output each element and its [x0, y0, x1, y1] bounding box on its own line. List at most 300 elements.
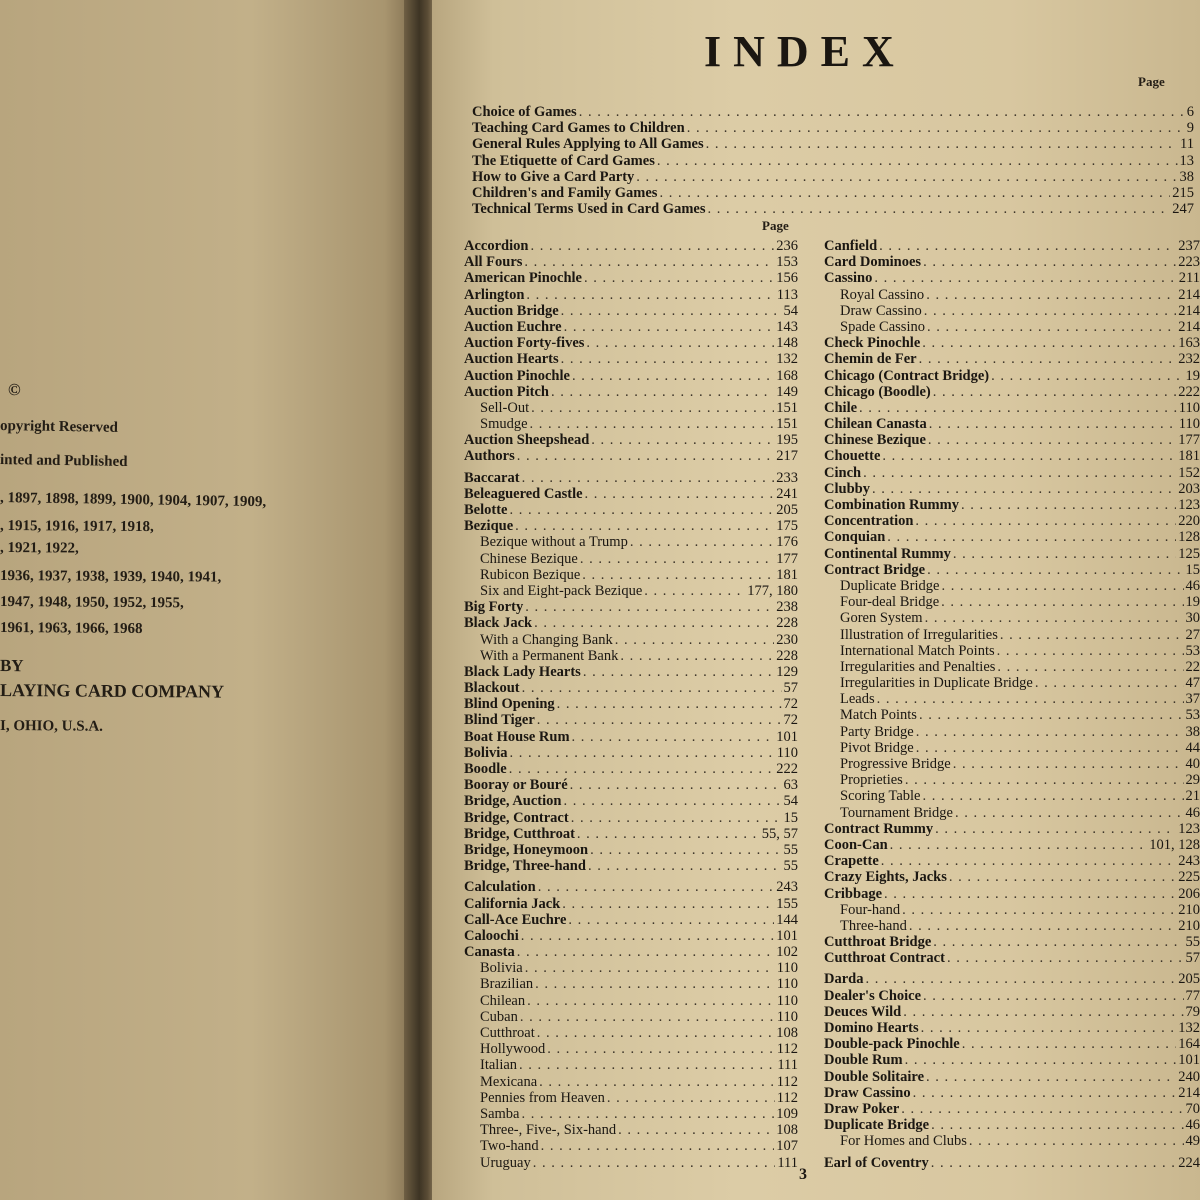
dot-leader: [579, 104, 1185, 120]
dot-leader: [583, 664, 774, 680]
entry-title: Progressive Bridge: [840, 756, 951, 772]
dot-leader: [922, 788, 1183, 804]
dot-leader: [571, 810, 782, 826]
dot-leader: [902, 902, 1176, 918]
entry-title: Beleaguered Castle: [464, 485, 583, 502]
index-entry: [464, 761, 798, 777]
dot-leader: [969, 1133, 1184, 1149]
entry-page-number: 11: [1180, 136, 1194, 153]
entry-title: Spade Cassino: [840, 318, 925, 335]
entry-page-number: 149: [776, 383, 798, 400]
entry-page-number: 143: [776, 318, 798, 335]
entry-page-number: 243: [776, 879, 798, 896]
entry-title: Authors: [464, 448, 515, 465]
index-entry: [824, 988, 1200, 1004]
index-entry: [464, 858, 798, 874]
index-entry: [464, 254, 798, 270]
entry-page-number: 156: [776, 270, 798, 287]
index-entry: [464, 335, 798, 351]
entry-title: Cutthroat Bridge: [824, 934, 932, 951]
entry-page-number: 228: [776, 647, 798, 664]
entry-page-number: 110: [1178, 399, 1200, 416]
entry-title: Cutthroat Contract: [824, 950, 945, 967]
entry-page-number: 247: [1172, 201, 1194, 218]
entry-title: Blind Tiger: [464, 712, 535, 729]
dot-leader: [991, 368, 1183, 384]
copyright-line: , 1921, 1922,: [0, 540, 79, 557]
index-entry: [464, 534, 798, 550]
dot-leader: [909, 918, 1176, 934]
entry-title: Dealer's Choice: [824, 987, 922, 1004]
dot-leader: [561, 303, 782, 319]
index-entry: [464, 416, 798, 432]
index-entry: [824, 772, 1200, 788]
entry-title: Auction Forty-fives: [464, 335, 585, 352]
entry-title: Canfield: [824, 238, 878, 254]
entry-title: Boodle: [464, 761, 507, 777]
entry-title: Contract Bridge: [824, 561, 926, 578]
index-entry: [464, 384, 798, 400]
entry-title: Chicago (Contract Bridge): [824, 367, 990, 384]
dot-leader: [510, 745, 775, 761]
entry-page-number: 44: [1185, 739, 1200, 756]
dot-leader: [687, 120, 1185, 136]
entry-title: Royal Cassino: [840, 286, 925, 303]
entry-title: Cuban: [480, 1008, 518, 1025]
index-entry: [472, 120, 1194, 136]
dot-leader: [591, 432, 774, 448]
index-entry: [824, 659, 1200, 675]
index-entry: [824, 1052, 1200, 1068]
entry-title: Bridge, Contract: [464, 809, 569, 826]
index-entry: [464, 238, 798, 254]
entry-title: Cassino: [824, 270, 873, 287]
index-entry: [824, 643, 1200, 659]
entry-page-number: 236: [776, 238, 798, 254]
dot-leader: [564, 319, 775, 335]
dot-leader: [708, 201, 1171, 217]
index-page: [432, 0, 1200, 1200]
entry-page-number: 228: [776, 615, 798, 632]
dot-leader: [515, 518, 774, 534]
entry-title: Conquian: [824, 529, 886, 546]
entry-page-number: 210: [1178, 901, 1200, 918]
dot-leader: [925, 610, 1184, 626]
dot-leader: [905, 1052, 1177, 1068]
entry-title: Bridge, Honeymoon: [464, 841, 589, 858]
entry-title: Irregularities and Penalties: [840, 658, 996, 675]
entry-page-number: 153: [776, 254, 798, 271]
entry-title: Crapette: [824, 853, 879, 870]
index-entry: [464, 432, 798, 448]
dot-leader: [882, 448, 1176, 464]
entry-page-number: 111: [777, 1057, 798, 1074]
index-entry: [464, 1090, 798, 1106]
dot-leader: [928, 432, 1176, 448]
index-entry: [464, 712, 798, 728]
entry-page-number: 107: [776, 1138, 798, 1155]
dot-leader: [537, 712, 782, 728]
dot-leader: [620, 648, 774, 664]
entry-title: Three-, Five-, Six-hand: [480, 1122, 617, 1139]
left-column-page-heading: Page: [762, 218, 789, 233]
dot-leader: [924, 303, 1176, 319]
dot-leader: [947, 950, 1184, 966]
entry-title: Technical Terms Used in Card Games: [472, 201, 706, 218]
dot-leader: [521, 928, 774, 944]
index-entry: [824, 1101, 1200, 1117]
entry-page-number: 15: [1185, 561, 1200, 578]
index-entry: [824, 351, 1200, 367]
dot-leader: [962, 1036, 1177, 1052]
index-entry: [464, 810, 798, 826]
entry-title: Combination Rummy: [824, 497, 959, 513]
dot-leader: [887, 529, 1176, 545]
entry-title: Earl of Coventry: [824, 1154, 929, 1171]
entry-page-number: 132: [1178, 1020, 1200, 1036]
entry-page-number: 151: [776, 416, 798, 433]
index-entry: [472, 153, 1194, 169]
entry-page-number: 123: [1178, 497, 1200, 513]
dot-leader: [922, 335, 1176, 351]
entry-page-number: 15: [783, 809, 798, 826]
entry-page-number: 233: [776, 469, 798, 486]
index-entry: [824, 562, 1200, 578]
dot-leader: [1000, 627, 1184, 643]
entry-title: Double Solitaire: [824, 1068, 925, 1085]
index-entry: [824, 497, 1200, 513]
entry-page-number: 222: [776, 761, 798, 777]
index-entry: [464, 842, 798, 858]
entry-page-number: 217: [776, 448, 798, 465]
entry-title: Darda: [824, 971, 864, 988]
entry-title: Contract Rummy: [824, 820, 934, 837]
dot-leader: [915, 513, 1176, 529]
entry-title: Auction Euchre: [464, 318, 562, 335]
index-entry: [824, 788, 1200, 804]
dot-leader: [530, 238, 774, 254]
index-entry: [464, 777, 798, 793]
dot-leader: [534, 615, 774, 631]
index-entry: [472, 201, 1194, 217]
index-entry: [464, 1106, 798, 1122]
entry-page-number: 176: [776, 534, 798, 551]
index-entry: [464, 1041, 798, 1057]
entry-page-number: 177: [1178, 432, 1200, 449]
entry-page-number: 164: [1178, 1036, 1200, 1053]
index-entry: [824, 287, 1200, 303]
index-entry: [824, 627, 1200, 643]
index-entry: [824, 918, 1200, 934]
entry-page-number: 21: [1185, 788, 1200, 805]
index-entry: [464, 793, 798, 809]
index-entry: [824, 821, 1200, 837]
dot-leader: [929, 416, 1177, 432]
entry-title: American Pinochle: [464, 270, 582, 287]
index-entry: [824, 416, 1200, 432]
dot-leader: [585, 486, 775, 502]
index-entry: [464, 1155, 798, 1171]
entry-page-number: 222: [1178, 383, 1200, 400]
entry-page-number: 111: [777, 1154, 798, 1171]
entry-title: Four-hand: [840, 901, 901, 918]
dot-leader: [517, 448, 774, 464]
index-column-right: [824, 238, 1200, 1171]
index-entry: [464, 680, 798, 696]
entry-page-number: 57: [783, 680, 798, 697]
index-entry: [824, 1036, 1200, 1052]
dot-leader: [580, 551, 774, 567]
dot-leader: [563, 793, 781, 809]
entry-page-number: 214: [1178, 1084, 1200, 1101]
copyright-line: I, OHIO, U.S.A.: [0, 718, 103, 735]
dot-leader: [921, 1020, 1177, 1036]
index-entry: [464, 944, 798, 960]
dot-leader: [659, 185, 1170, 201]
index-entry: [824, 578, 1200, 594]
entry-page-number: 101: [1178, 1052, 1200, 1069]
entry-page-number: 214: [1178, 318, 1200, 335]
entry-title: Scoring Table: [840, 788, 921, 805]
entry-title: Bezique without a Trump: [480, 534, 628, 551]
dot-leader: [919, 707, 1184, 723]
entry-page-number: 72: [783, 712, 798, 729]
dot-leader: [562, 896, 774, 912]
dot-leader: [525, 599, 774, 615]
dot-leader: [916, 724, 1184, 740]
entry-title: Proprieties: [840, 772, 903, 789]
entry-title: Auction Pinochle: [464, 367, 570, 384]
index-entry: [824, 756, 1200, 772]
dot-leader: [517, 944, 774, 960]
entry-page-number: 144: [776, 911, 798, 928]
entry-page-number: 55: [783, 858, 798, 875]
index-entry: [824, 675, 1200, 691]
dot-leader: [525, 960, 775, 976]
entry-title: Auction Hearts: [464, 351, 559, 368]
entry-title: Arlington: [464, 286, 525, 303]
dot-leader: [874, 270, 1176, 286]
dot-leader: [997, 643, 1184, 659]
entry-title: Bridge, Cutthroat: [464, 825, 575, 842]
entry-title: Belotte: [464, 502, 508, 518]
page-number: 3: [799, 1166, 807, 1183]
index-entry: [464, 551, 798, 567]
entry-page-number: 46: [1185, 1117, 1200, 1134]
dot-leader: [588, 858, 782, 874]
entry-title: Pennies from Heaven: [480, 1089, 605, 1106]
dot-leader: [570, 777, 782, 793]
dot-leader: [509, 502, 774, 518]
dot-leader: [557, 696, 782, 712]
entry-page-number: 19: [1185, 594, 1200, 611]
dot-leader: [865, 971, 1176, 987]
copyright-line: 1961, 1963, 1966, 1968: [0, 620, 143, 637]
entry-page-number: 237: [1178, 238, 1200, 254]
index-entry: [464, 615, 798, 631]
entry-title: Rubicon Bezique: [480, 566, 581, 583]
entry-page-number: 101: [776, 728, 798, 745]
copyright-line: LAYING CARD COMPANY: [0, 680, 225, 702]
dot-leader: [524, 254, 774, 270]
entry-page-number: 224: [1178, 1154, 1200, 1171]
entry-page-number: 9: [1186, 120, 1194, 137]
index-entry: [824, 1004, 1200, 1020]
entry-page-number: 238: [776, 599, 798, 616]
entry-page-number: 129: [776, 663, 798, 680]
entry-title: Mexicana: [480, 1073, 538, 1090]
dot-leader: [538, 879, 775, 895]
entry-title: For Homes and Clubs: [840, 1133, 967, 1150]
page-column-heading: Page: [1138, 74, 1165, 89]
entry-title: Auction Bridge: [464, 302, 559, 319]
index-entry: [464, 879, 798, 895]
entry-page-number: 220: [1178, 513, 1200, 530]
index-entry: [464, 745, 798, 761]
dot-leader: [618, 1122, 774, 1138]
dot-leader: [535, 976, 775, 992]
index-entry: [824, 303, 1200, 319]
dot-leader: [537, 1025, 774, 1041]
entry-title: Brazilian: [480, 976, 534, 993]
entry-page-number: 163: [1178, 335, 1200, 352]
entry-title: The Etiquette of Card Games: [472, 152, 655, 169]
dot-leader: [531, 400, 774, 416]
index-entry: [464, 303, 798, 319]
entry-page-number: 27: [1185, 626, 1200, 643]
copyright-line: ©: [7, 380, 21, 400]
entry-title: General Rules Applying to All Games: [472, 136, 704, 153]
index-column-left: [464, 238, 798, 1171]
dot-leader: [541, 1138, 775, 1154]
dot-leader: [572, 368, 774, 384]
entry-page-number: 63: [783, 777, 798, 794]
index-entry: [464, 664, 798, 680]
entry-title: Bolivia: [464, 744, 508, 761]
entry-title: Goren System: [840, 610, 923, 627]
entry-title: With a Permanent Bank: [480, 647, 619, 664]
index-entry: [464, 960, 798, 976]
dot-leader: [931, 1117, 1183, 1133]
index-entry: [824, 1117, 1200, 1133]
dot-leader: [955, 805, 1184, 821]
entry-page-number: 38: [1179, 168, 1194, 185]
entry-page-number: 215: [1172, 184, 1194, 201]
dot-leader: [926, 287, 1176, 303]
index-entry: [824, 1069, 1200, 1085]
entry-page-number: 123: [1178, 820, 1200, 837]
index-entry: [464, 270, 798, 286]
entry-title: Double-pack Pinochle: [824, 1036, 960, 1053]
entry-title: Tournament Bridge: [840, 804, 953, 821]
entry-title: Six and Eight-pack Bezique: [480, 582, 643, 599]
dot-leader: [901, 1101, 1183, 1117]
index-entry: [464, 648, 798, 664]
entry-page-number: 151: [776, 399, 798, 416]
entry-page-number: 110: [776, 992, 798, 1009]
index-entry: [464, 993, 798, 1009]
dot-leader: [905, 772, 1184, 788]
index-entry: [824, 319, 1200, 335]
index-entry: [464, 319, 798, 335]
dot-leader: [953, 546, 1176, 562]
dot-leader: [949, 869, 1176, 885]
dot-leader: [919, 351, 1177, 367]
dot-leader: [636, 169, 1177, 185]
entry-page-number: 181: [776, 566, 798, 583]
entry-page-number: 155: [776, 895, 798, 912]
entry-title: Three-hand: [840, 917, 907, 934]
entry-page-number: 132: [776, 351, 798, 368]
entry-title: Booray or Bouré: [464, 777, 568, 794]
index-entry: [824, 238, 1200, 254]
index-entry: [464, 518, 798, 534]
copyright-line: , 1915, 1916, 1917, 1918,: [0, 518, 154, 536]
index-entry: [464, 1138, 798, 1154]
entry-page-number: 243: [1178, 853, 1200, 870]
index-entry: [824, 481, 1200, 497]
general-contents-list: [472, 104, 1194, 217]
dot-leader: [997, 659, 1183, 675]
entry-title: Bolivia: [480, 960, 523, 977]
dot-leader: [577, 826, 760, 842]
entry-page-number: 125: [1178, 545, 1200, 562]
entry-title: Leads: [840, 691, 875, 708]
entry-page-number: 241: [776, 485, 798, 502]
entry-page-number: 210: [1178, 917, 1200, 934]
dot-leader: [551, 384, 774, 400]
index-entry: [824, 368, 1200, 384]
entry-page-number: 72: [783, 696, 798, 713]
entry-page-number: 40: [1185, 756, 1200, 772]
entry-page-number: 77: [1185, 987, 1200, 1004]
entry-title: Draw Cassino: [840, 302, 922, 319]
dot-leader: [561, 351, 775, 367]
dot-leader: [926, 1069, 1176, 1085]
entry-page-number: 211: [1178, 270, 1200, 287]
entry-page-number: 223: [1178, 254, 1200, 271]
entry-title: Pivot Bridge: [840, 739, 914, 756]
entry-title: Auction Sheepshead: [464, 432, 590, 449]
entry-page-number: 79: [1185, 1003, 1200, 1020]
entry-page-number: 55, 57: [761, 825, 798, 842]
entry-title: Bridge, Auction: [464, 793, 562, 810]
entry-title: International Match Points: [840, 642, 995, 659]
index-entry: [464, 567, 798, 583]
index-entry: [824, 335, 1200, 351]
index-entry: [464, 583, 798, 599]
dot-leader: [572, 729, 775, 745]
entry-title: Duplicate Bridge: [840, 577, 940, 594]
entry-page-number: 108: [776, 1122, 798, 1139]
entry-title: Sell-Out: [480, 399, 530, 416]
entry-title: California Jack: [464, 895, 561, 912]
entry-page-number: 205: [776, 502, 798, 518]
entry-title: Accordion: [464, 238, 529, 254]
entry-page-number: 205: [1178, 971, 1200, 988]
dot-leader: [881, 853, 1176, 869]
dot-leader: [657, 153, 1178, 169]
left-page: [0, 0, 418, 1200]
dot-leader: [521, 1106, 774, 1122]
index-entry: [464, 1009, 798, 1025]
index-entry: [464, 928, 798, 944]
entry-title: Coon-Can: [824, 836, 888, 853]
dot-leader: [931, 1155, 1177, 1171]
dot-leader: [644, 583, 745, 599]
index-entry: [824, 950, 1200, 966]
dot-leader: [927, 562, 1183, 578]
